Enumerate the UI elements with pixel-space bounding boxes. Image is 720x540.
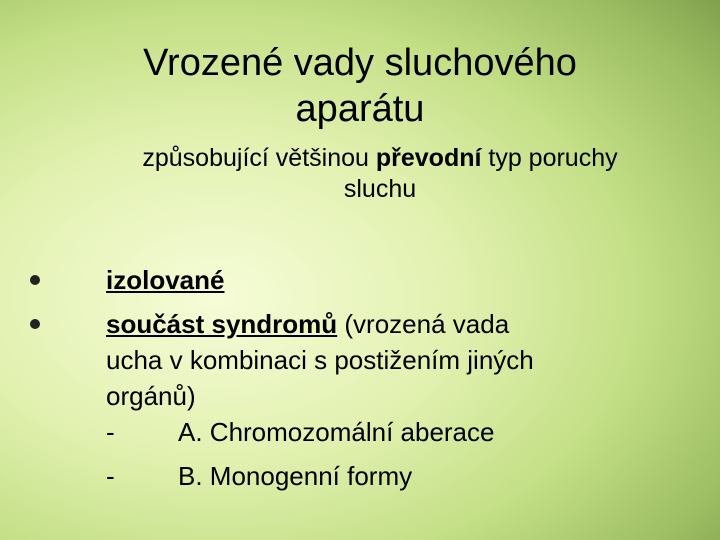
dash-marker: - (106, 417, 115, 447)
subtitle-pre: způsobující většinou (142, 144, 376, 172)
title-line-1: Vrozené vady sluchového (143, 42, 577, 84)
bullet-dot-icon (30, 319, 40, 329)
bullet-text (106, 262, 666, 298)
sub-item-b-text: B. Monogenní formy (178, 461, 413, 491)
subtitle-post: typ poruchy (481, 144, 618, 172)
bullet-text (106, 306, 666, 414)
subtitle-line-2: sluchu (343, 175, 417, 203)
bullet-1-label: izolované (106, 265, 225, 295)
bullet-2-label: součást syndromů (106, 309, 338, 339)
bullet-2-line-3: orgánů) (106, 381, 196, 411)
bullet-2-rest: (vrozená vada (337, 309, 510, 339)
subtitle-bold: převodní (375, 144, 482, 172)
bullet-2-line-2: ucha v kombinaci s postižením jiných (106, 345, 534, 375)
sub-item-a-text: A. Chromozomální aberace (178, 417, 495, 447)
slide-title (0, 40, 720, 132)
dash-marker: - (106, 461, 115, 491)
bullet-dot-icon (30, 275, 40, 285)
slide-subtitle (40, 143, 720, 205)
title-line-2: aparátu (295, 88, 425, 130)
